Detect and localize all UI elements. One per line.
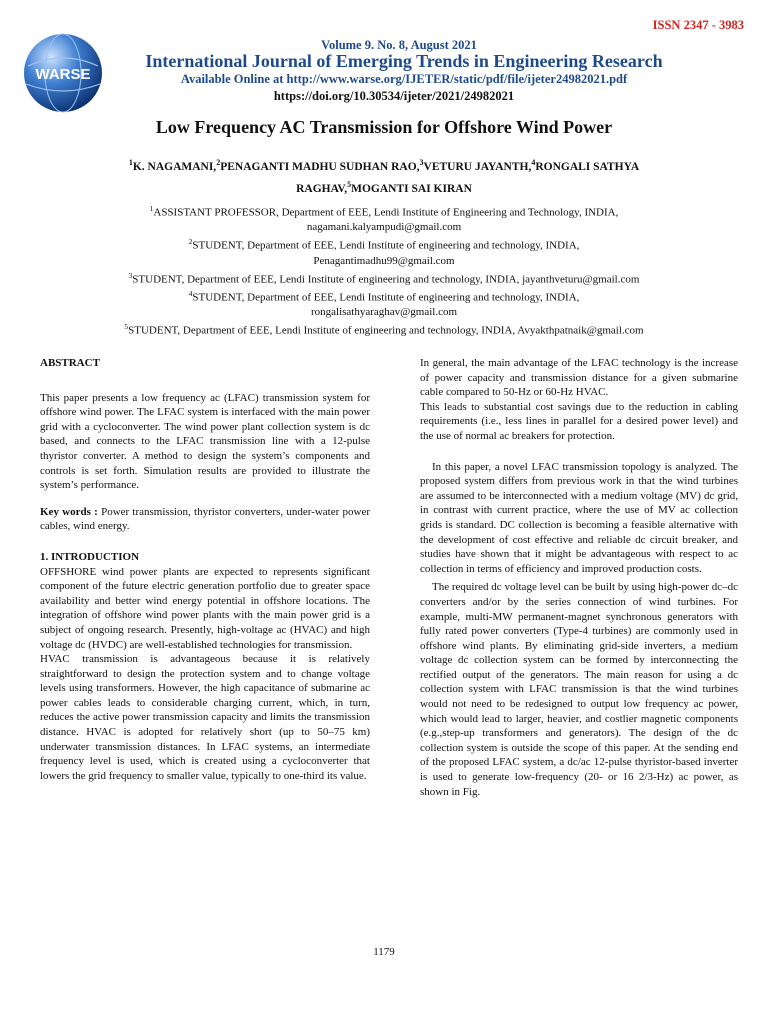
page-number: 1179 xyxy=(373,946,395,958)
right-paragraph-2: This leads to substantial cost savings due to the reduction in cabling requirements (i.e., less lines in parallel for a desired power level) and the use of normal ac breakers for protection. xyxy=(420,400,738,442)
affiliation-4-email: rongalisathyaraghav@gmail.com xyxy=(310,306,458,319)
author-name: VETURU JAYANTH, xyxy=(423,160,532,173)
affiliation-4: $^4$STUDENT, Department of EEE, Lendi Institute of engineering and technology, INDIA, xyxy=(188,288,580,304)
author-name: PENAGANTI MADHU SUDHAN RAO, xyxy=(220,160,420,173)
keywords-text: Power transmission, thyristor converters, under-water power cables, wind energy. xyxy=(40,505,371,533)
intro-paragraph-1: OFFSHORE wind power plants are expected to represents significant component of the future electric generation portfolio due to greater space availability and better wind energy potential in offshore locations. The integration of offshore wind power plants with the main power grid is a subject of ongoing research. Presently, high-voltage ac (HVAC) and high voltage dc (HVDC) are well-established technologies for transmission. xyxy=(40,565,370,651)
keywords-label: Key words : xyxy=(40,505,98,518)
affiliation-1: $^1$ASSISTANT PROFESSOR, Department of EEE, Lendi Institute of Engineering and Technology, INDIA, xyxy=(149,204,619,219)
author-name: RONGALI SATHYA xyxy=(535,160,640,173)
right-paragraph-1: In general, the main advantage of the LFAC technology is the increase of power capacity and transmission distance for a given submarine cable compared to 50-Hz or 60-Hz HVAC. xyxy=(420,357,738,399)
paper-title: Low Frequency AC Transmission for Offshore Wind Power xyxy=(155,117,613,137)
logo-text: WARSE xyxy=(35,66,91,83)
author-name: K. NAGAMANI, xyxy=(132,160,217,173)
left-column xyxy=(40,356,370,783)
intro-paragraph-2: HVAC transmission is advantageous because it is relatively straightforward to design the protection system and to change voltage levels using transformers. However, the high capacitance of submarine ac power cables leads to considerable charging current, which, in turn, reduces the active power transmission capacity and limits the transmission distance. HVAC is adopted for relatively short (up to 50–75 km) underwater transmission distances. In LFAC systems, an intermediate frequency level is used, which is created using a cycloconverter that lowers the grid frequency to smaller value, typically to one-third its value. xyxy=(40,653,370,782)
author-line-1: $^1$K. NAGAMANI,$^2$PENAGANTI MADHU SUDHAN RAO,$^3$VETURU JAYANTH,$^4$RONGALI SATHYA xyxy=(128,158,640,173)
volume-line: Volume 9. No. 8, August 2021 xyxy=(321,38,477,52)
affiliation-3: $^3$STUDENT, Department of EEE, Lendi Institute of engineering and technology, INDIA, jayanthveturu@gmail.com xyxy=(128,270,640,286)
right-column xyxy=(420,356,738,799)
journal-title: International Journal of Emerging Trends in Engineering Research xyxy=(145,51,663,71)
issn-label: ISSN 2347 - 3983 xyxy=(652,18,744,32)
right-paragraph-3: In this paper, a novel LFAC transmission topology is analyzed. The proposed system differs from previous work in that the wind turbines are assumed to be interconnected with a medium voltage (MV) dc grid, in contrast with current practice, where the use of MV ac collection grids is standard. DC collection is becoming a feasible alternative with the development of cost effective and reliable dc circuit breaker, and studies have shown that it might be advantageous with respect to ac collection in terms of efficiency and improved production costs. xyxy=(420,460,738,575)
affiliations xyxy=(0,202,768,339)
doi-link[interactable]: https://doi.org/10.30534/ijeter/2021/24982021 xyxy=(273,89,515,103)
affiliation-1-email: nagamani.kalyampudi@gmail.com xyxy=(306,221,462,234)
abstract-text: This paper presents a low frequency ac (LFAC) transmission system for offshore wind power. The LFAC system is interfaced with the main power grid with a cycloconverter. The wind power plant collection system is dc based, and connects to the LFAC transmission line with a 12-pulse thyristor converter. A method to design the system’s components and controls is set forth. Simulation results are provided to illustrate the system’s performance. xyxy=(40,391,370,492)
affiliation-5: $^5$STUDENT, Department of EEE, Lendi Institute of engineering and technology, INDIA, Avyakthpatnaik@gmail.com xyxy=(124,322,644,337)
author-line-2: RAGHAV,$^5$MOGANTI SAI KIRAN xyxy=(296,179,472,195)
introduction-heading: 1. INTRODUCTION xyxy=(40,550,140,563)
affiliation-2: $^2$STUDENT, Department of EEE, Lendi Institute of engineering and technology, INDIA, xyxy=(188,237,580,252)
right-paragraph-4: The required dc voltage level can be built by using high-power dc–dc converters and/or by the series connection of wind turbines. For example, multi-MW permanent-magnet synchronous generators with fully rated power converters (Type-4 turbines) are commonly used in offshore wind plants. By eliminating grid-side inverters, a medium voltage dc collection system can be formed by interconnecting the rectified output of the generators. The main reason for using a dc collection system with LFAC transmission is that the wind turbines would not need to be redesigned to output low frequency ac power, which would lead to larger, heavier, and costlier magnetic components (e.g.,step-up transformers and generators). The design of the dc collection system is outside the scope of this paper. At the sending end of the proposed LFAC system, a dc/ac 12-pulse thyristor-based inverter is used to generate low-frequency (20- or 16 2/3-Hz) ac power, as shown in Fig. xyxy=(420,581,738,798)
affiliation-2-email: Penagantimadhu99@gmail.com xyxy=(313,254,455,267)
available-online-link[interactable]: Available Online at http://www.warse.org/IJETER/static/pdf/file/ijeter24982021.pdf xyxy=(180,72,628,86)
keywords xyxy=(40,505,370,534)
author-list xyxy=(0,154,768,198)
abstract-heading: ABSTRACT xyxy=(40,357,100,369)
